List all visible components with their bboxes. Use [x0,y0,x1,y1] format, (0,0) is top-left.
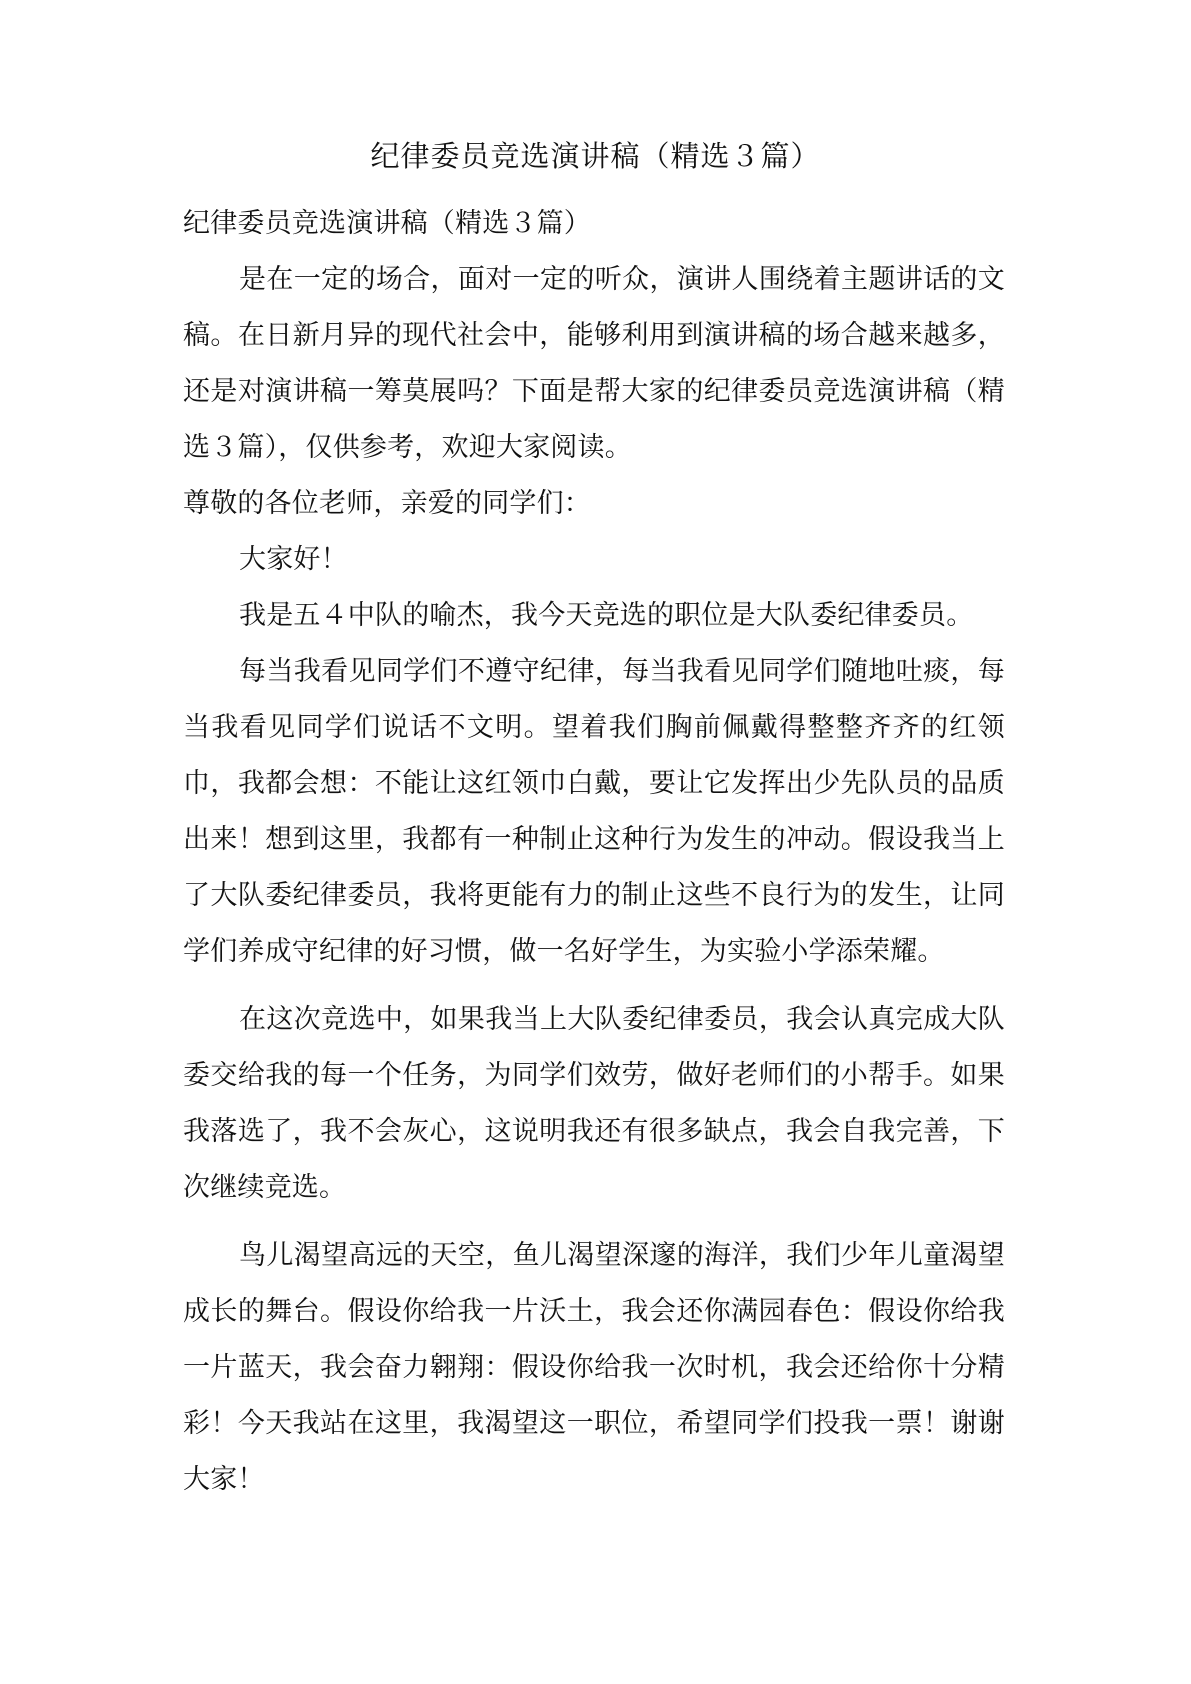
closing-paragraph: 鸟儿渴望高远的天空，鱼儿渴望深邃的海洋，我们少年儿童渴望成长的舞台。假设你给我一片沃土，我会还你满园春色：假设你给我一片蓝天，我会奋力翱翔：假设你给我一次时机，我会还给你十分精彩！今天我站在这里，我渴望这一职位，希望同学们投我一票！谢谢大家！ [183,1240,1005,1495]
motivation-paragraph: 每当我看见同学们不遵守纪律，每当我看见同学们随地吐痰，每当我看见同学们说话不文明。望着我们胸前佩戴得整整齐齐的红领巾，我都会想：不能让这红领巾白戴，要让它发挥出少先队员的品质出来！想到这里，我都有一种制止这种行为发生的冲动。假设我当上了大队委纪律委员，我将更能有力的制止这些不良行为的发生，让同学们养成守纪律的好习惯，做一名好学生，为实验小学添荣耀。 [183,656,1005,967]
commitment-paragraph: 在这次竞选中，如果我当上大队委纪律委员，我会认真完成大队委交给我的每一个任务，为同学们效劳，做好老师们的小帮手。如果我落选了，我不会灰心，这说明我还有很多缺点，我会自我完善，下次继续竞选。 [183,1004,1005,1203]
self-introduction-paragraph: 我是五４中队的喻杰，我今天竞选的职位是大队委纪律委员。 [239,600,974,631]
page-title: 纪律委员竞选演讲稿（精选３篇） [370,139,821,173]
intro-paragraph: 是在一定的场合，面对一定的听众，演讲人围绕着主题讲话的文稿。在日新月异的现代社会中，能够利用到演讲稿的场合越来越多，还是对演讲稿一筹莫展吗？下面是帮大家的纪律委员竞选演讲稿（精选３篇），仅供参考，欢迎大家阅读。 [183,264,1005,463]
subtitle-paragraph: 纪律委员竞选演讲稿（精选３篇） [183,208,591,239]
salutation-paragraph: 尊敬的各位老师，亲爱的同学们： [183,488,591,519]
document-body [183,196,1005,1508]
greeting-paragraph: 大家好！ [239,544,348,575]
